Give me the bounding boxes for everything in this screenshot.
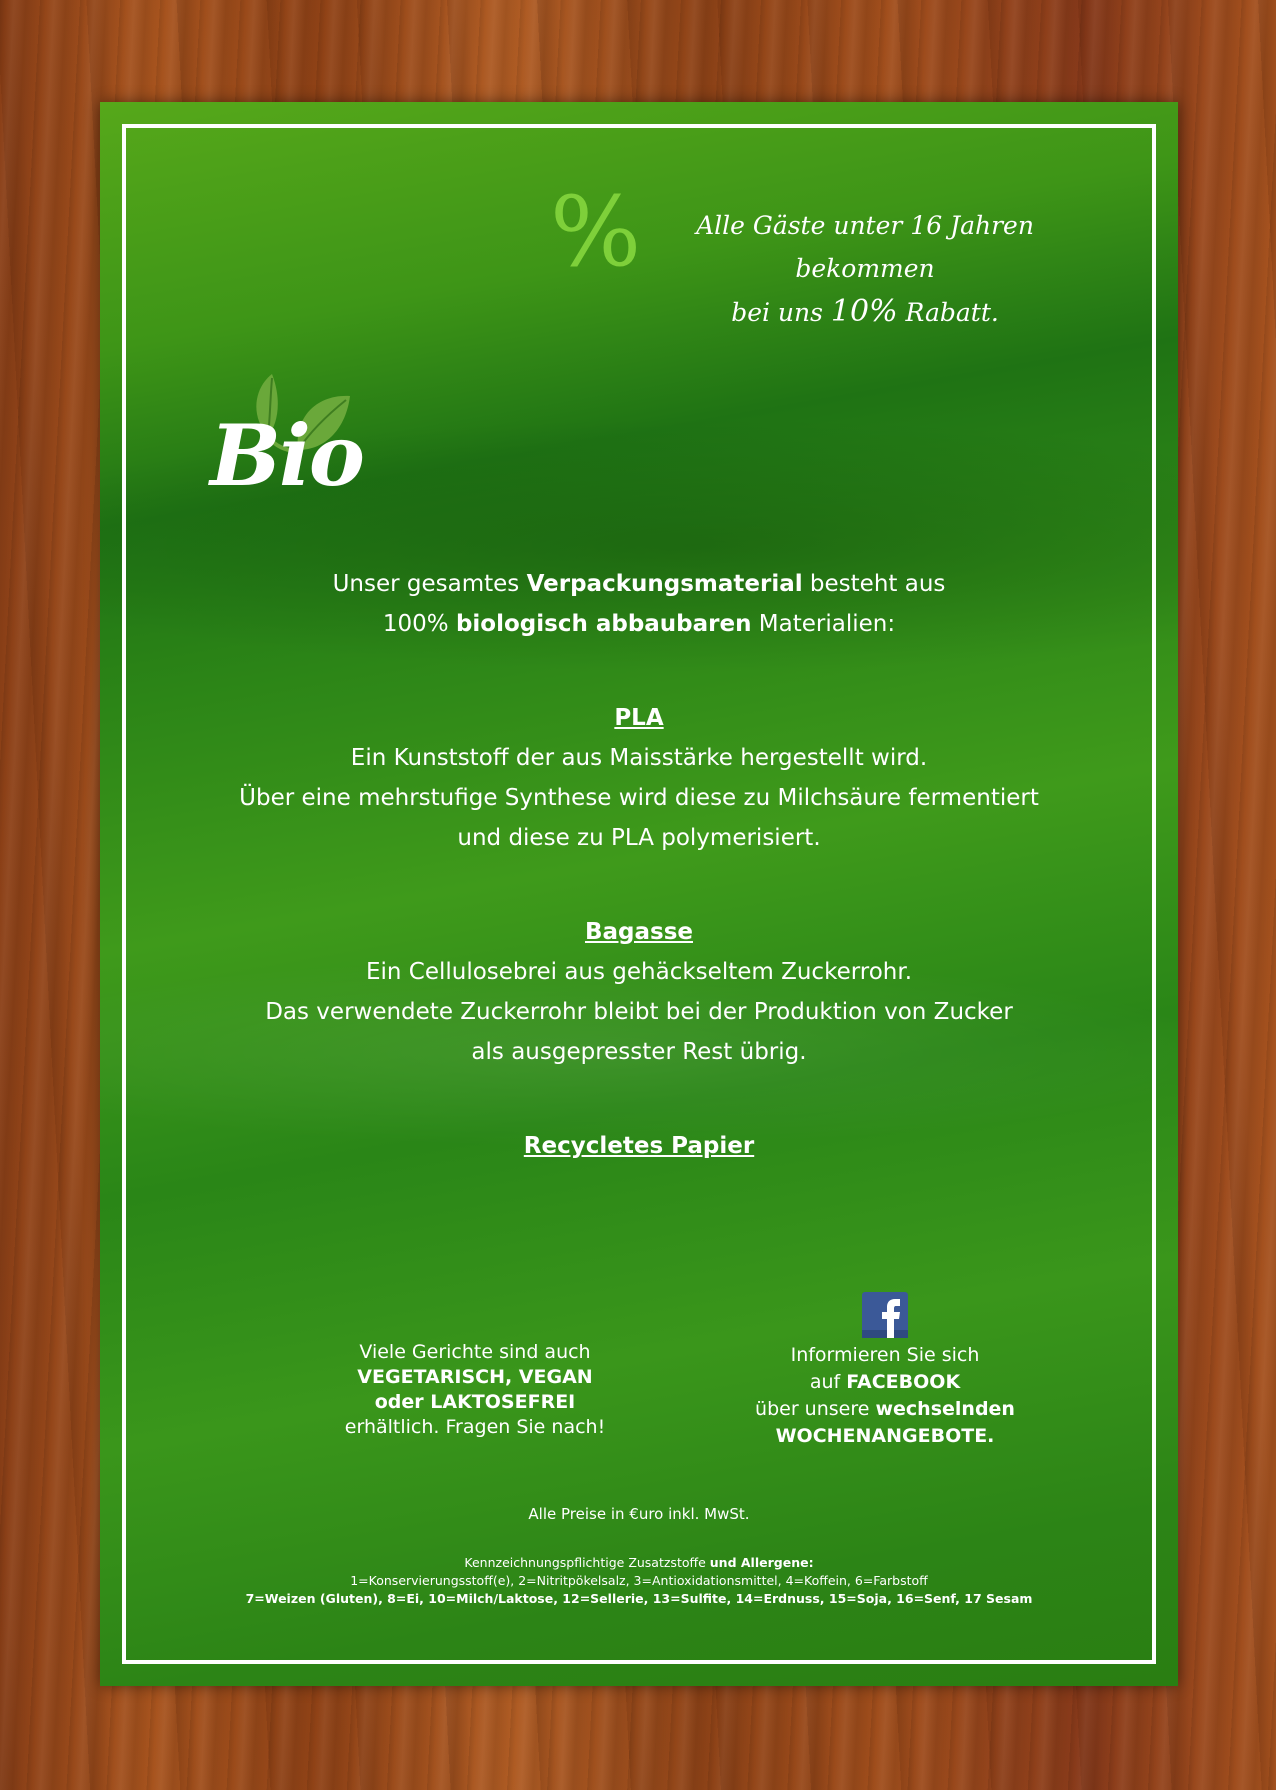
allergen-title: Kennzeichnungspflichtige Zusatzstoffe und Allergene: xyxy=(464,1555,814,1570)
section-bagasse xyxy=(160,912,1118,1072)
veggie-line-1: Viele Gerichte sind auch xyxy=(359,1341,591,1363)
promo-discount: 10% xyxy=(830,294,898,329)
promo-line-1: Alle Gäste unter 16 Jahren bekommen xyxy=(696,211,1034,283)
menu-card xyxy=(100,102,1178,1686)
section-heading: Recycletes Papier xyxy=(523,1133,755,1159)
facebook-line-1: Informieren Sie sich xyxy=(790,1344,980,1366)
veggie-line-4: erhältlich. Fragen Sie nach! xyxy=(344,1416,606,1438)
additives-list: 1=Konservierungsstoff(e), 2=Nitritpökelsalz, 3=Antioxidationsmittel, 4=Koffein, 6=Farbstoff xyxy=(350,1573,928,1588)
section-heading: PLA xyxy=(614,705,664,731)
prices-note: Alle Preise in €uro inkl. MwSt. xyxy=(528,1505,750,1523)
facebook-icon[interactable] xyxy=(862,1292,908,1338)
intro-text xyxy=(160,564,1118,644)
facebook-line-2: auf FACEBOOK xyxy=(809,1371,961,1393)
facebook-line-4: WOCHENANGEBOTE. xyxy=(775,1425,995,1447)
section-line: als ausgepresster Rest übrig. xyxy=(471,1039,807,1065)
section-heading: Bagasse xyxy=(584,919,693,945)
section-pla xyxy=(160,698,1118,858)
section-line: und diese zu PLA polymerisiert. xyxy=(457,825,821,851)
bio-logo xyxy=(210,364,410,514)
veggie-line-3: oder LAKTOSEFREI xyxy=(374,1391,576,1413)
intro-line-1: Unser gesamtes Verpackungsmaterial besteht aus xyxy=(332,571,946,597)
facebook-line-3: über unsere wechselnden xyxy=(755,1398,1015,1420)
promo-text xyxy=(630,204,1100,334)
promo-line-2: bei uns 10% Rabatt. xyxy=(731,294,999,329)
section-line: Ein Kunststoff der aus Maisstärke hergestellt wird. xyxy=(350,745,928,771)
bio-wordmark: Bio xyxy=(210,406,363,505)
percent-icon: % xyxy=(550,176,642,288)
veggie-line-2: VEGETARISCH, VEGAN xyxy=(357,1366,593,1388)
allergens-list: 7=Weizen (Gluten), 8=Ei, 10=Milch/Laktose, 12=Sellerie, 13=Sulfite, 14=Erdnuss, 15=Soja, 16=Senf, 17 Sesam xyxy=(245,1591,1033,1606)
section-papier xyxy=(160,1126,1118,1166)
allergen-legend xyxy=(160,1554,1118,1608)
facebook-info xyxy=(700,1292,1070,1450)
section-line: Das verwendete Zuckerrohr bleibt bei der Produktion von Zucker xyxy=(265,999,1013,1025)
section-line: Über eine mehrstufige Synthese wird diese zu Milchsäure fermentiert xyxy=(239,785,1039,811)
promo-banner xyxy=(550,176,1110,329)
section-line: Ein Cellulosebrei aus gehäckseltem Zuckerrohr. xyxy=(365,959,913,985)
veggie-info xyxy=(265,1340,685,1440)
intro-line-2: 100% biologisch abbaubaren Materialien: xyxy=(382,611,896,637)
